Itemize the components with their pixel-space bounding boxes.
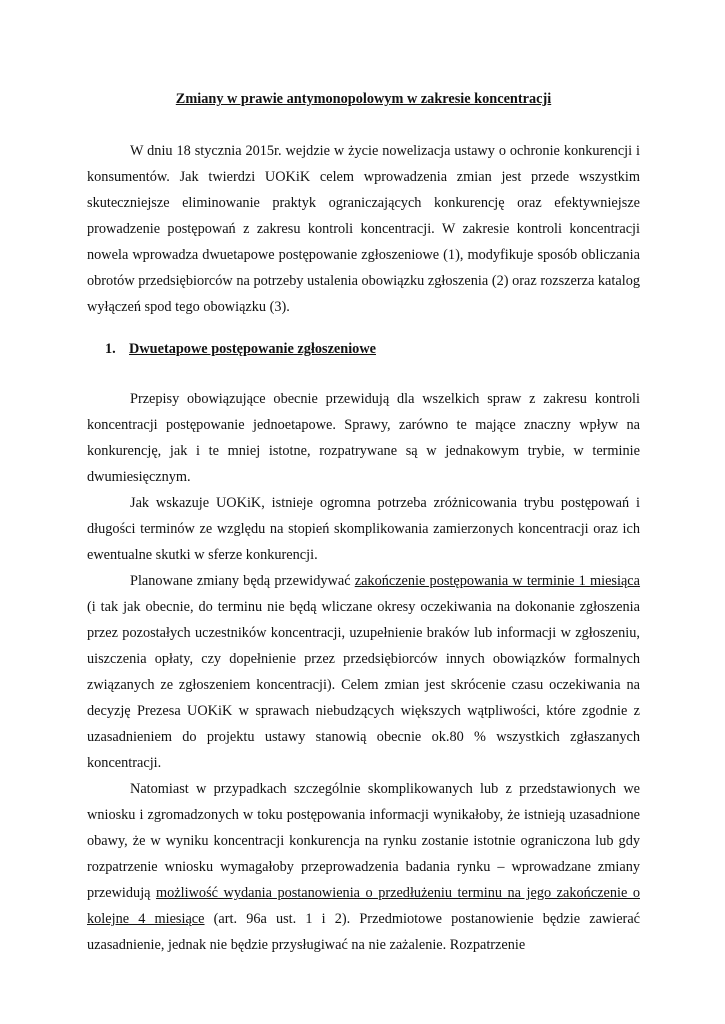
document-title: Zmiany w prawie antymonopolowym w zakresie koncentracji xyxy=(175,91,552,107)
paragraph-4-text-start: Natomiast w przypadkach szczególnie skomplikowanych lub z przedstawionych we wniosku i zgromadzonych w toku postępowania informacji wynikałoby, że istnieją uzasadnione obawy, że w wyniku koncentracji konkurencja na rynku zostanie istotnie ograniczona lub gdy rozpatrzenie wniosku wymagałoby przeprowadzenia badania rynku – wprowadzane zmiany przewidują xyxy=(87,781,640,901)
section-1-paragraph-3 xyxy=(87,568,640,776)
section-1-title: Dwuetapowe postępowanie zgłoszeniowe xyxy=(129,341,376,357)
paragraph-4-underlined-text: możliwość wydania postanowienia o przedłużeniu terminu na jego zakończenie o kolejne 4 miesiące xyxy=(87,885,640,927)
section-1-paragraph-2: Jak wskazuje UOKiK, istnieje ogromna potrzeba zróżnicowania trybu postępowań i długości terminów ze względu na stopień skomplikowania zamierzonych koncentracji oraz ich ewentualne skutki w sferze konkurencji. xyxy=(87,495,640,563)
document-page xyxy=(87,82,640,958)
paragraph-3-text-end: (i tak jak obecnie, do terminu nie będą wliczane okresy oczekiwania na dokonanie zgłoszenia przez pozostałych uczestników koncentracji, uzupełnienie braków lub informacji w zgłoszeniu, uiszczenia opłaty, czy dopełnienie przez przedsiębiorców innych obowiązków formalnych związanych ze zgłoszeniem koncentracji). Celem zmian jest skrócenie czasu oczekiwania na decyzję Prezesa UOKiK w sprawach niebudzących większych wątpliwości, które zgodnie z uzasadnieniem do projektu ustawy stanowią obecnie ok.80 % wszystkich zgłaszanych koncentracji. xyxy=(87,599,640,771)
paragraph-3-text-start: Planowane zmiany będą przewidywać xyxy=(130,573,355,589)
section-1-paragraph-4 xyxy=(87,776,640,958)
paragraph-3-underlined-text: zakończenie postępowania w terminie 1 miesiąca xyxy=(354,573,641,589)
section-1-heading xyxy=(87,336,640,362)
section-1-number: 1. xyxy=(105,341,116,357)
intro-paragraph: W dniu 18 stycznia 2015r. wejdzie w życie nowelizacja ustawy o ochronie konkurencji i konsumentów. Jak twierdzi UOKiK celem wprowadzenia zmian jest przede wszystkim skuteczniejsze eliminowanie praktyk ograniczających konkurencję oraz efektywniejsze prowadzenie postępowań z zakresu kontroli koncentracji. W zakresie kontroli koncentracji nowela wprowadza dwuetapowe postępowanie zgłoszeniowe (1), modyfikuje sposób obliczania obrotów przedsiębiorców na potrzeby ustalenia obowiązku zgłoszenia (2) oraz rozszerza katalog wyłączeń spod tego obowiązku (3). xyxy=(87,143,640,315)
section-1-paragraph-1: Przepisy obowiązujące obecnie przewidują dla wszelkich spraw z zakresu kontroli koncentracji postępowanie jednoetapowe. Sprawy, zarówno te mające znaczny wpływ na konkurencję, jak i te mniej istotne, rozpatrywane są w jednakowym trybie, w terminie dwumiesięcznym. xyxy=(87,391,640,485)
paragraph-4-text-end: (art. 96a ust. 1 i 2). Przedmiotowe postanowienie będzie zawierać uzasadnienie, jednak nie będzie przysługiwać na nie zażalenie. Rozpatrzenie xyxy=(87,911,641,953)
